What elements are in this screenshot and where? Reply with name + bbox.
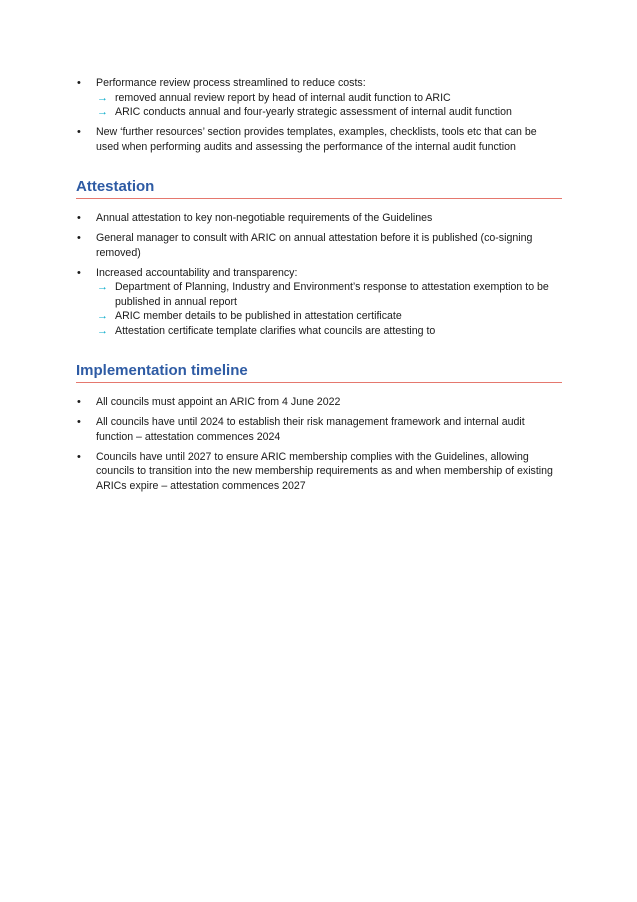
section-heading-timeline: Implementation timeline — [76, 362, 562, 383]
sub-bullet-text: removed annual review report by head of internal audit function to ARIC — [115, 91, 451, 104]
sub-bullet-text: Department of Planning, Industry and Environment’s response to attestation exemption to be published in annual report — [115, 281, 549, 308]
timeline-section — [76, 362, 562, 493]
bullet-item — [76, 415, 562, 444]
bullet-text: All councils have until 2024 to establish their risk management framework and internal audit function – attestation commences 2024 — [96, 416, 525, 443]
intro-bullet-list — [76, 76, 562, 154]
sub-bullet-item — [96, 105, 562, 120]
bullet-item — [76, 125, 562, 154]
bullet-text: New ‘further resources’ section provides templates, examples, checklists, tools etc that can be used when performing audits and assessing the performance of the internal audit function — [96, 126, 537, 153]
sub-bullet-list — [96, 91, 562, 120]
bullet-item — [76, 395, 562, 410]
sub-bullet-list — [96, 280, 562, 338]
bullet-item — [76, 211, 562, 226]
bullet-item — [76, 266, 562, 339]
bullet-item — [76, 231, 562, 260]
page-content — [76, 76, 562, 499]
arrow-right-icon: → — [97, 106, 108, 118]
arrow-right-icon: → — [97, 281, 108, 293]
sub-bullet-item — [96, 309, 562, 324]
sub-bullet-text: Attestation certificate template clarifies what councils are attesting to — [115, 324, 436, 337]
sub-bullet-text: ARIC member details to be published in attestation certificate — [115, 310, 402, 322]
sub-bullet-item — [96, 324, 562, 339]
section-heading-attestation: Attestation — [76, 178, 562, 199]
attestation-section — [76, 178, 562, 338]
sub-bullet-text: ARIC conducts annual and four-yearly strategic assessment of internal audit function — [115, 106, 512, 118]
arrow-right-icon: → — [97, 324, 108, 337]
sub-bullet-item — [96, 280, 562, 309]
timeline-bullet-list — [76, 395, 562, 493]
bullet-item — [76, 450, 562, 494]
bullet-item — [76, 76, 562, 120]
attestation-bullet-list — [76, 211, 562, 338]
arrow-right-icon: → — [97, 91, 108, 104]
bullet-text: General manager to consult with ARIC on annual attestation before it is published (co-signing removed) — [96, 232, 533, 259]
bullet-text: All councils must appoint an ARIC from 4 June 2022 — [96, 396, 341, 408]
bullet-text: Performance review process streamlined to reduce costs: — [96, 77, 366, 89]
arrow-right-icon: → — [97, 310, 108, 322]
bullet-text: Councils have until 2027 to ensure ARIC membership complies with the Guidelines, allowing councils to transition into the new membership requirements as and when membership of existing ARICs expire – attestation commences 2027 — [96, 450, 553, 492]
bullet-text: Increased accountability and transparency: — [96, 266, 298, 279]
sub-bullet-item — [96, 91, 562, 106]
bullet-text: Annual attestation to key non-negotiable requirements of the Guidelines — [96, 212, 433, 224]
